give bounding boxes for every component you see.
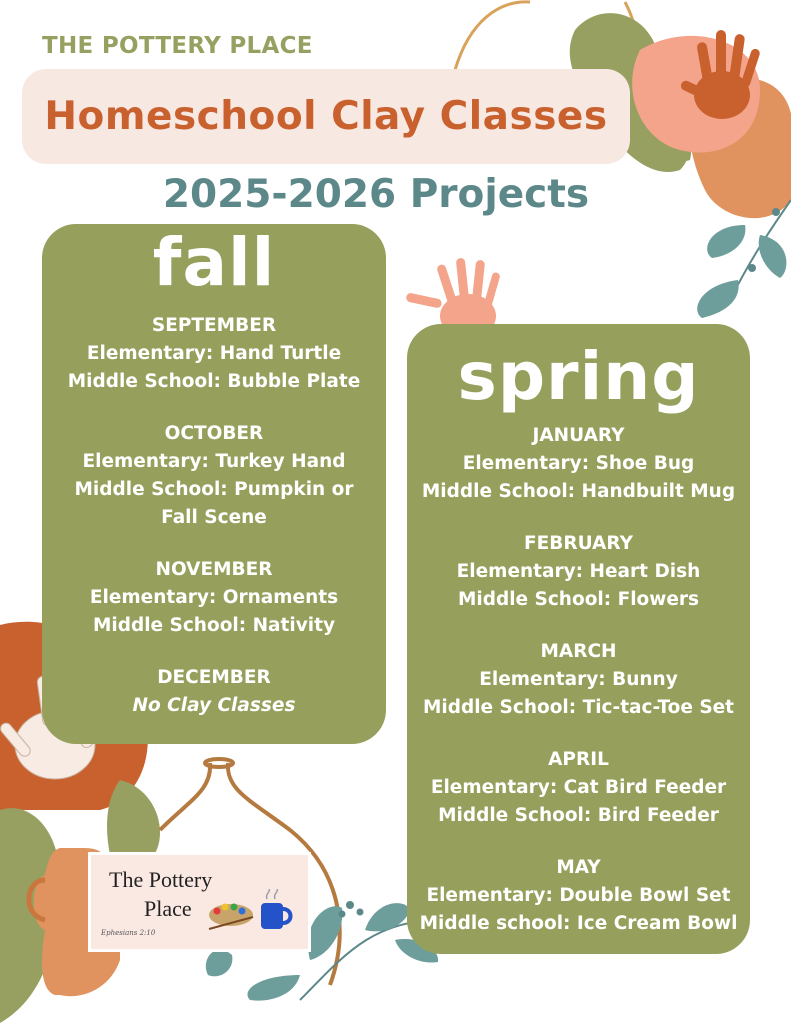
teal-leaf: [365, 903, 410, 931]
month-name: MARCH: [540, 641, 617, 662]
project-line: Middle School: Bird Feeder: [438, 805, 719, 826]
project-line: Elementary: Turkey Hand: [82, 451, 346, 472]
teal-leaf: [759, 235, 787, 278]
project-line: Middle School: Bubble Plate: [67, 371, 361, 392]
month-name: NOVEMBER: [155, 559, 273, 580]
project-line: Middle School: Pumpkin or: [74, 479, 354, 500]
month-block: [42, 664, 386, 720]
logo-line-1: The Pottery: [109, 867, 213, 892]
month-name: OCTOBER: [164, 423, 264, 444]
project-line: Middle School: Tic-tac-Toe Set: [422, 697, 735, 718]
month-block: [42, 312, 386, 396]
project-line: Middle School: Handbuilt Mug: [421, 481, 736, 502]
month-block: [42, 420, 386, 532]
brand-name: THE POTTERY PLACE: [42, 33, 313, 59]
project-line: Elementary: Cat Bird Feeder: [430, 777, 727, 798]
month-name: JANUARY: [532, 425, 625, 446]
project-line: Elementary: Double Bowl Set: [426, 885, 731, 906]
month-name: MAY: [556, 857, 601, 878]
teal-leaf: [247, 975, 300, 1001]
year-heading: 2025-2026 Projects: [162, 172, 590, 217]
project-line: Middle school: Ice Cream Bowl: [419, 913, 738, 934]
no-classes-note: No Clay Classes: [132, 695, 296, 716]
month-block: [407, 746, 750, 830]
spring-card: [407, 324, 750, 954]
logo-line-2: Place: [144, 896, 192, 921]
teal-leaf: [697, 280, 738, 318]
month-name: SEPTEMBER: [151, 315, 277, 336]
month-name: APRIL: [548, 749, 609, 770]
month-block: [407, 530, 750, 614]
fall-card: [42, 224, 386, 744]
project-line: Elementary: Heart Dish: [456, 561, 701, 582]
olive-leaf-shape: [107, 780, 160, 860]
hanging-string: [455, 2, 530, 70]
teal-leaf: [707, 225, 745, 258]
spring-title: spring: [457, 338, 700, 415]
project-line: Fall Scene: [161, 507, 267, 528]
project-line: Elementary: Bunny: [479, 669, 678, 690]
page-title: Homeschool Clay Classes: [44, 94, 608, 139]
month-block: [42, 556, 386, 640]
fall-title: fall: [152, 224, 276, 301]
month-block: [407, 638, 750, 722]
teal-leaf: [206, 950, 233, 977]
title-banner: [22, 69, 630, 164]
month-block: [407, 422, 750, 506]
project-line: Middle School: Flowers: [457, 589, 700, 610]
month-name: FEBRUARY: [523, 533, 634, 554]
project-line: Middle School: Nativity: [92, 615, 336, 636]
month-block: [407, 854, 750, 938]
logo-signature: Ephesians 2:10: [101, 929, 156, 937]
project-line: Elementary: Shoe Bug: [462, 453, 695, 474]
project-line: Elementary: Ornaments: [89, 587, 339, 608]
month-name: DECEMBER: [157, 667, 271, 688]
pottery-place-logo: [91, 855, 308, 949]
palette-and-mug-icon: [203, 889, 303, 939]
project-line: Elementary: Hand Turtle: [86, 343, 342, 364]
